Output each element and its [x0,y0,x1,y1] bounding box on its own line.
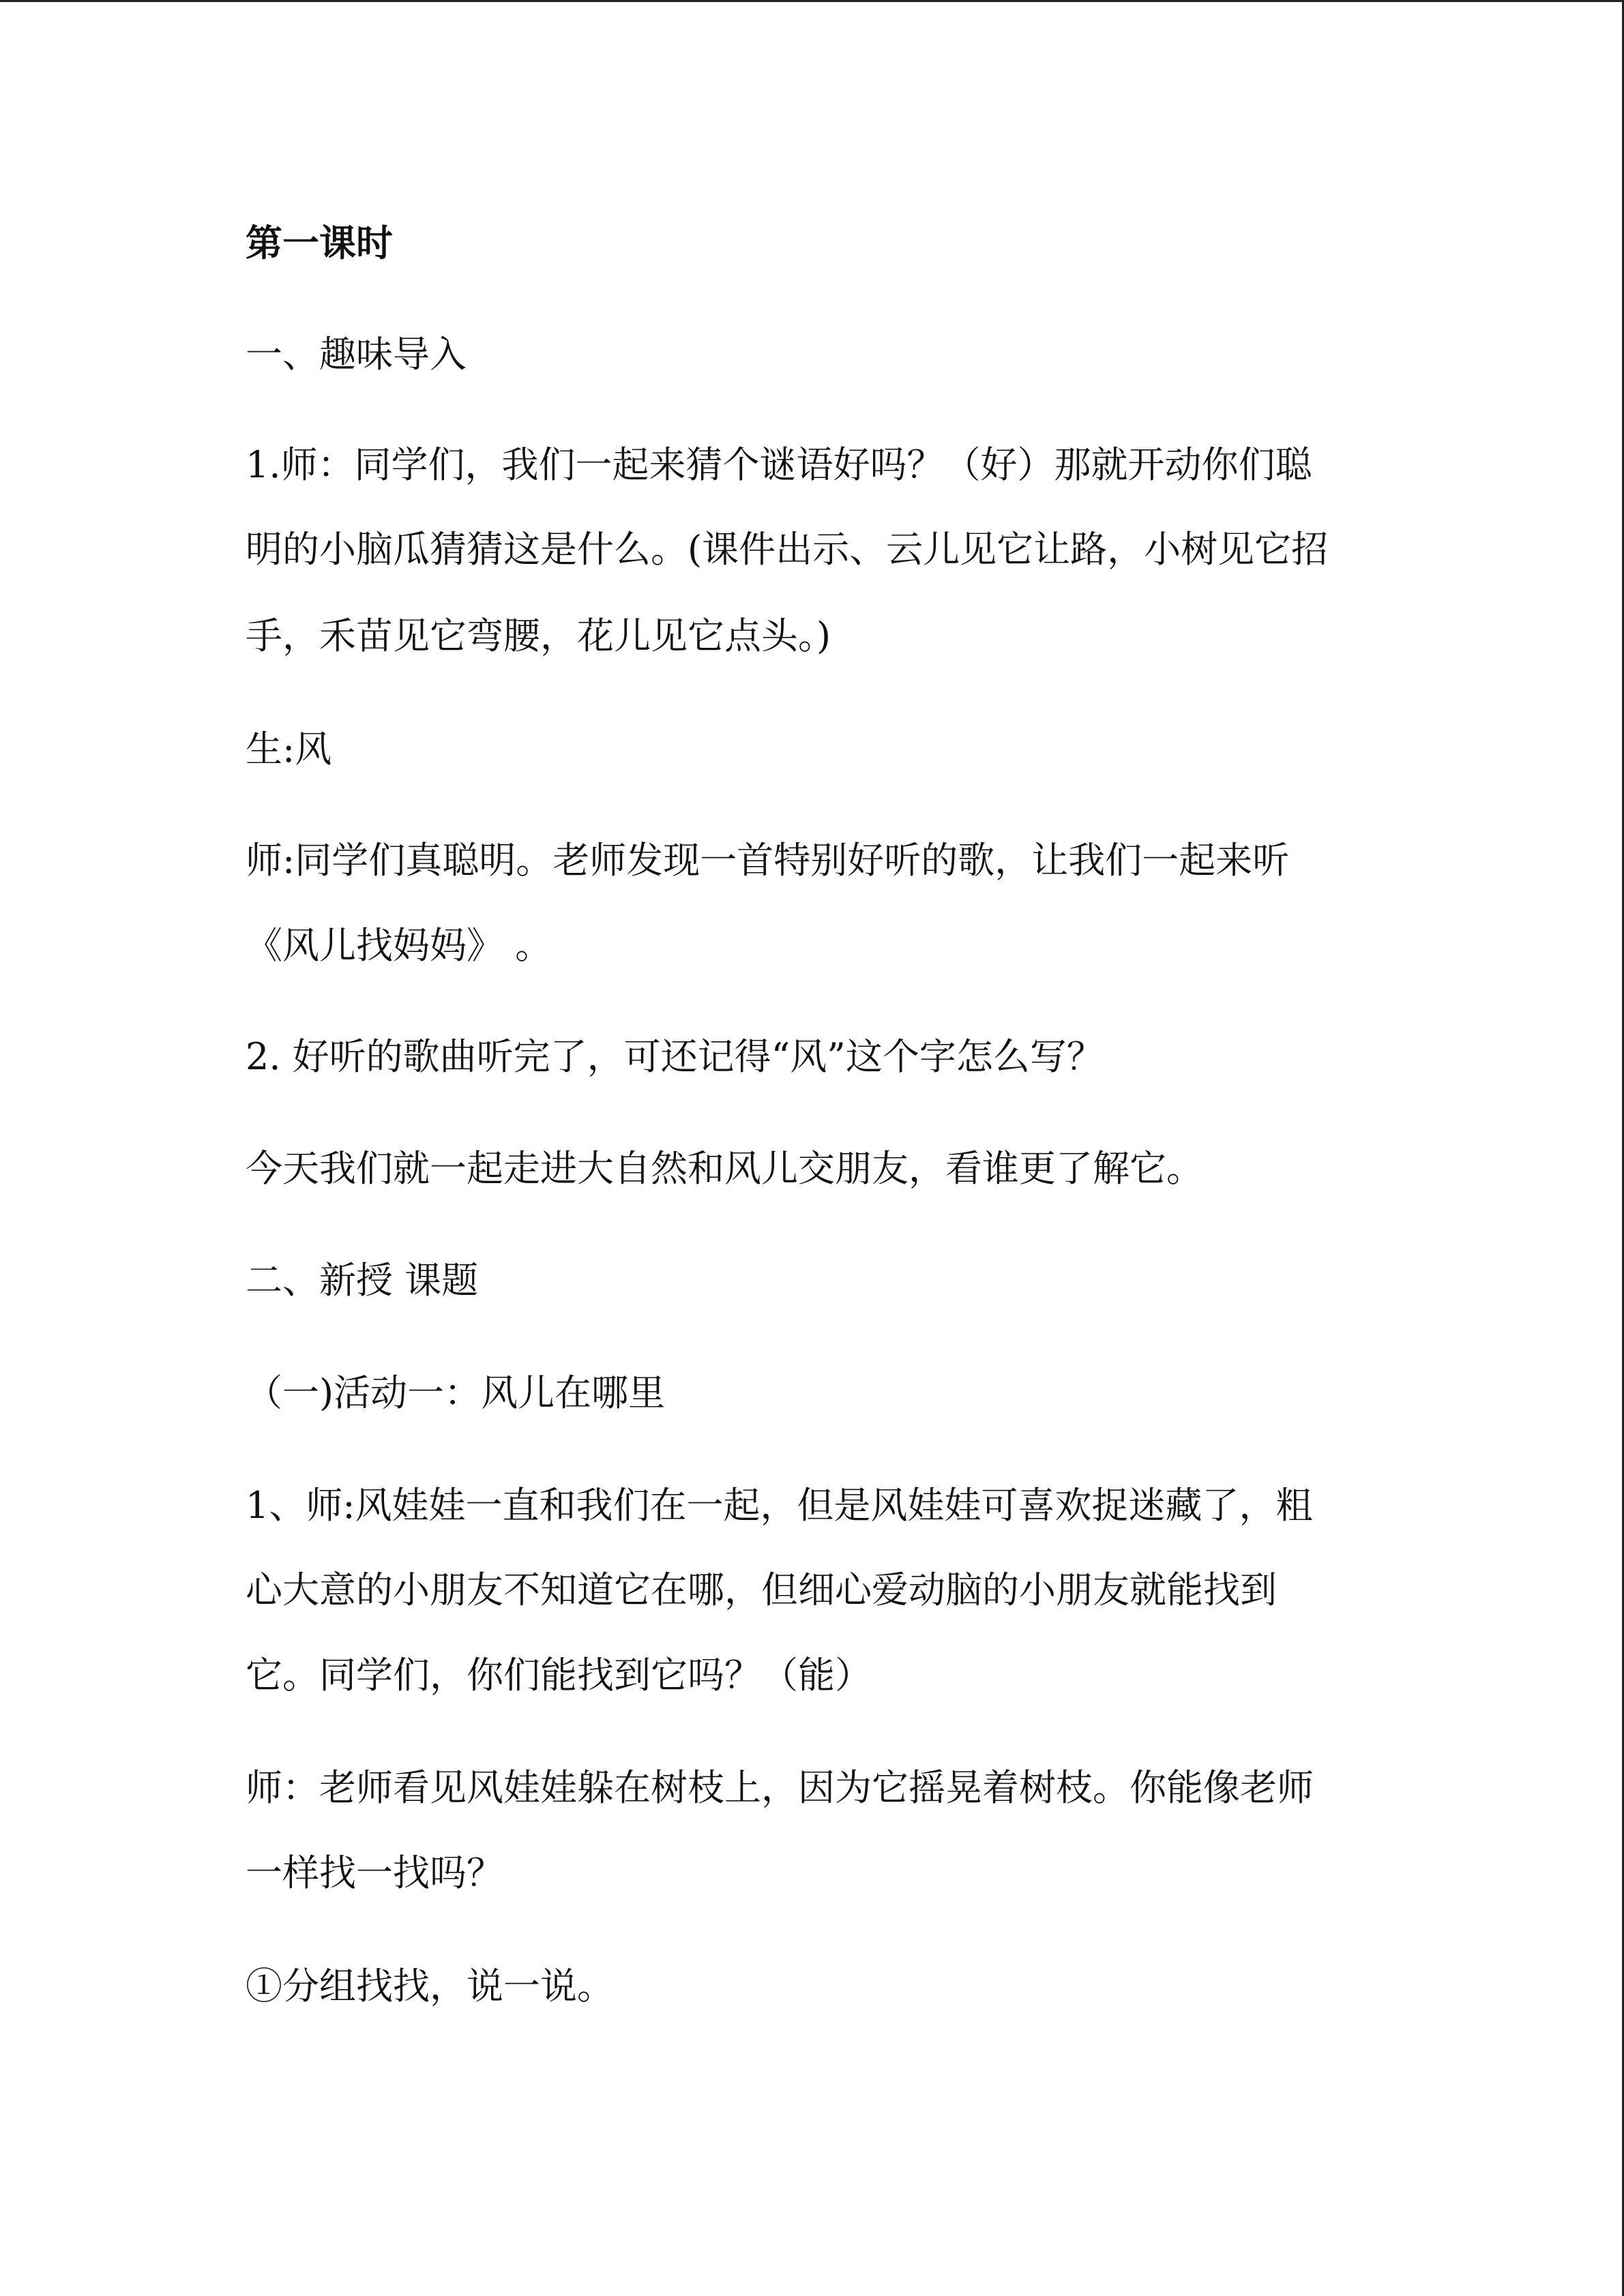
paragraph-teacher-example-line-1: 师：老师看见风娃娃躲在树枝上，因为它摇晃着树枝。你能像老师 [246,1766,1314,1809]
paragraph-song-line-1: 师:同学们真聪明。老师发现一首特别好听的歌，让我们一起来听 [246,839,1290,882]
paragraph-riddle-line-2: 明的小脑瓜猜猜这是什么。(课件出示、云儿见它让路，小树见它招 [246,528,1329,571]
paragraph-student-answer: 生:风 [246,728,332,771]
paragraph-hide-seek-line-1: 1、师:风娃娃一直和我们在一起，但是风娃娃可喜欢捉迷藏了，粗 [246,1484,1313,1527]
paragraph-song-line-2: 《风儿找妈妈》 。 [246,924,552,967]
paragraph-riddle-line-3: 手，禾苗见它弯腰，花儿见它点头。) [246,614,831,657]
paragraph-group-activity: ①分组找找，说一说。 [246,1965,614,2008]
paragraph-teacher-example-line-2: 一样找一找吗？ [246,1851,503,1894]
paragraph-riddle-line-1: 1.师：同学们，我们一起来猜个谜语好吗？（好）那就开动你们聪 [246,443,1312,486]
paragraph-hide-seek-line-3: 它。同学们，你们能找到它吗？（能） [246,1654,872,1697]
paragraph-writing-question: 2. 好听的歌曲听完了，可还记得“风”这个字怎么写？ [246,1035,1104,1078]
paragraph-today: 今天我们就一起走进大自然和风儿交朋友，看谁更了解它。 [246,1147,1203,1190]
activity-heading: （一)活动一：风儿在哪里 [246,1371,666,1414]
section-heading-intro: 一、趣味导入 [246,333,467,376]
paragraph-hide-seek-line-2: 心大意的小朋友不知道它在哪，但细心爱动脑的小朋友就能找到 [246,1568,1277,1611]
section-heading-new-lesson: 二、新授 课题 [246,1259,479,1302]
lesson-title: 第一课时 [246,221,393,265]
